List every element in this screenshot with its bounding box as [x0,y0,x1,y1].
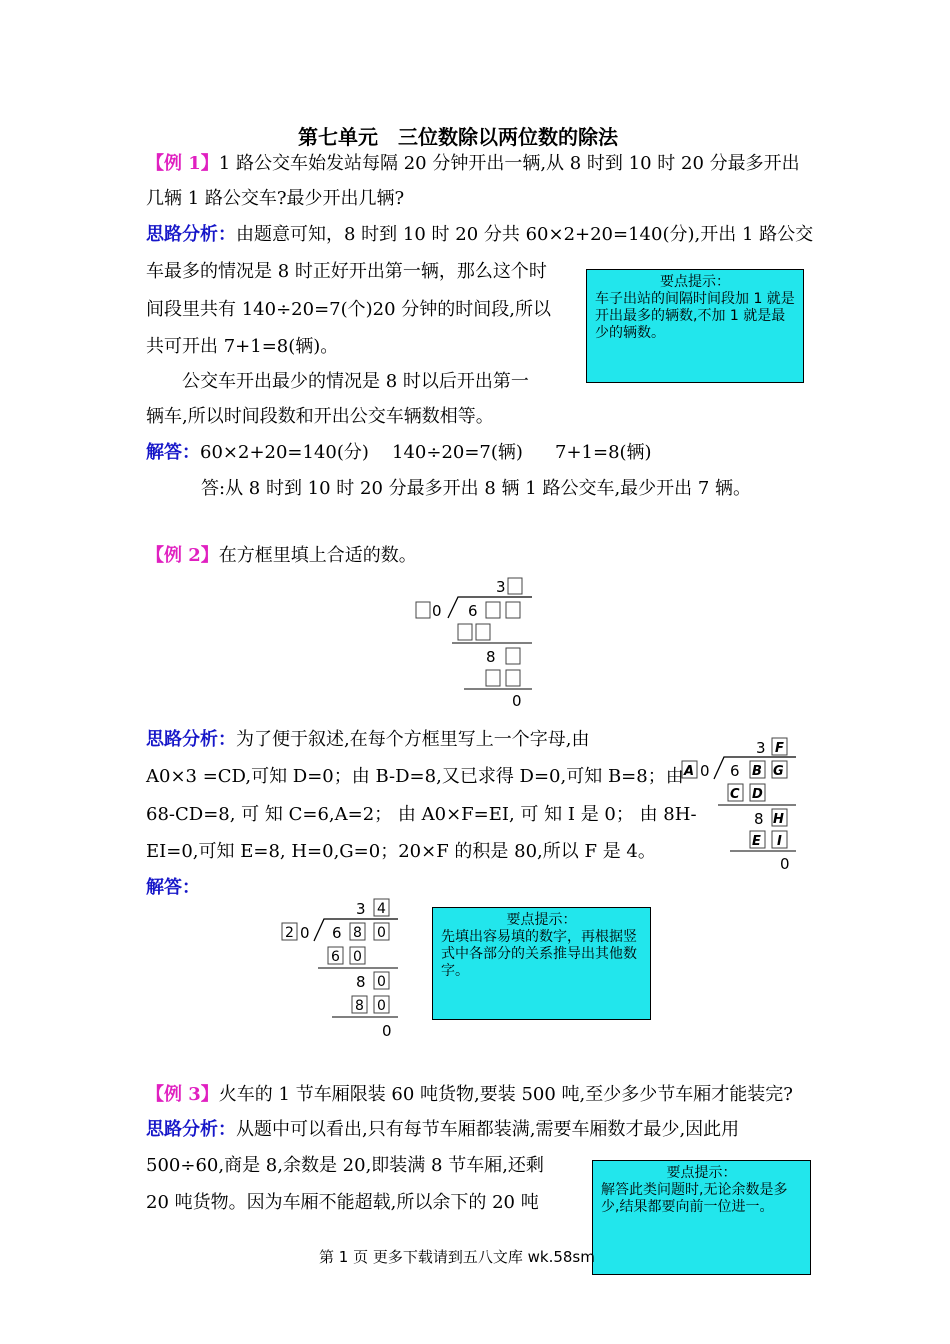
ex3-analysis-line-2: 500÷60,商是 8,余数是 20,即装满 8 节车厢,还剩 [146,1155,544,1176]
ex1-analysis-line-5: 公交车开出最少的情况是 8 时以后开出第一 [182,371,529,392]
letter-B: B [752,764,762,779]
ex2-puzzle-diagram [410,572,540,712]
ex1-a1: 由题意可知，8 时到 10 时 20 分共 60×2+20=140(分),开出 1 路公交 [236,224,814,245]
ex1-ans2: 140÷20=7(辆) [392,442,523,463]
letter-H: H [773,812,784,827]
ex2-analysis-label: 思路分析： [146,729,236,750]
blank-box [506,670,520,686]
solved-dividend-3: 0 [377,925,386,941]
ex3-question: 火车的 1 节车厢限装 60 吨货物,要装 500 吨,至少多少节车厢才能装完? [218,1084,793,1105]
ex2-analysis-line-2: A0×3 =CD,可知 D=0；由 B-D=8,又已求得 D=0,可知 B=8；由 [146,766,684,787]
letter-E: E [752,834,761,849]
puzzle-final-remainder: 0 [512,692,522,710]
letter-A: A [684,764,695,779]
blank-box [506,602,520,618]
ex1-tip-title: 要点提示： [660,274,730,290]
ex1-tip-box [586,269,804,383]
letter-D: D [752,787,763,802]
blank-box [486,602,500,618]
ex1-question-line-2: 几辆 1 路公交车?最少开出几辆? [146,188,405,209]
ex1-question-line-1 [146,151,800,177]
puzzle-remainder-digit: 8 [486,648,496,666]
ex1-analysis-label: 思路分析： [146,224,236,245]
blank-box [458,624,472,640]
ex2-tip-box [432,907,651,1020]
ex2-label: 【例 2】 [146,545,219,566]
puzzle-quotient-digit: 3 [496,578,506,596]
ex2-analysis-line-4: EI=0,可知 E=8, H=0,G=0；20×F 的积是 80,所以 F 是 4。 [146,841,656,862]
ex2-answer-label-line [146,875,200,901]
ex2-answer-label: 解答： [146,877,200,898]
ex1-analysis-line-4: 共可开出 7+1=8(辆)。 [146,336,339,357]
solved-product-2: 0 [353,949,362,965]
blank-box [486,670,500,686]
ex3-tip-title: 要点提示： [666,1165,737,1181]
ex3-analysis-label: 思路分析： [146,1119,236,1140]
blank-box [476,624,490,640]
letter-F: F [775,741,784,756]
division-bracket [448,597,532,618]
letter-divisor-digit: 0 [700,762,710,780]
ex1-q1: 1 路公交车始发站每隔 20 分钟开出一辆,从 8 时到 10 时 20 分最多开出 [218,153,800,174]
ex2-solved-diagram [276,893,406,1043]
solved-final-remainder: 0 [382,1022,392,1040]
solved-product-3: 8 [355,998,364,1014]
ex1-answer-label: 解答： [146,442,200,463]
solved-quotient-1: 3 [356,900,366,918]
solved-divisor-0: 0 [300,924,310,942]
ex3-question-line [146,1082,793,1108]
solved-dividend-2: 8 [353,925,362,941]
ex3-a1: 从题中可以看出,只有每节车厢都装满,需要车厢数才最少,因此用 [236,1119,740,1140]
ex2-question-line [146,543,417,569]
ex2-a1: 为了便于叙述,在每个方框里写上一个字母,由 [236,729,590,750]
blank-box [416,602,430,618]
letter-I: I [777,834,782,849]
ex3-label: 【例 3】 [146,1084,219,1105]
letter-quotient-digit: 3 [756,739,766,757]
ex1-tip-body: 车子出站的间隔时间段加 1 就是开出最多的辆数,不加 1 就是最少的辆数。 [595,291,795,341]
ex1-final-answer: 答:从 8 时到 10 时 20 分最多开出 8 辆 1 路公交车,最少开出 7 辆。 [201,478,752,499]
ex2-tip-body: 先填出容易填的数字，再根据竖式中各部分的关系推导出其他数字。 [441,929,637,979]
letter-final-remainder: 0 [780,855,790,873]
solved-quotient-2: 4 [377,901,386,917]
ex2-analysis-line-1 [146,727,589,753]
letter-remainder-digit: 8 [754,810,764,828]
page-title: 第七单元 三位数除以两位数的除法 [298,125,618,149]
solved-divisor-1: 2 [285,925,294,941]
ex2-question: 在方框里填上合适的数。 [218,545,417,566]
ex1-ans3: 7+1=8(辆) [555,442,652,463]
letter-C: C [730,787,740,802]
blank-box [506,648,520,664]
ex1-label: 【例 1】 [146,153,219,174]
letter-dividend-digit: 6 [730,762,740,780]
ex1-analysis-line-2: 车最多的情况是 8 时正好开出第一辆，那么这个时 [146,261,547,282]
ex1-analysis-line-3: 间段里共有 140÷20=7(个)20 分钟的时间段,所以 [146,299,551,320]
ex3-analysis-line-3: 20 吨货物。因为车厢不能超载,所以余下的 20 吨 [146,1192,539,1213]
letter-G: G [773,764,784,779]
ex1-answer-line [146,440,369,466]
solved-remainder-1: 8 [356,973,366,991]
ex3-analysis-line-1 [146,1117,739,1143]
solved-product-4: 0 [377,998,386,1014]
ex2-tip-title: 要点提示： [506,912,577,928]
solved-remainder-2: 0 [377,974,386,990]
ex1-ans1: 60×2+20=140(分) [200,442,369,463]
ex3-tip-body: 解答此类问题时,无论余数是多少,结果都要向前一位进一。 [601,1182,788,1215]
ex2-analysis-line-3: 68-CD=8, 可 知 C=6,A=2； 由 A0×F=EI, 可 知 I 是 0； 由 8H- [146,804,697,825]
ex3-tip-box [592,1160,811,1275]
ex2-lettered-diagram [676,732,802,874]
blank-box [508,578,522,594]
solved-product-1: 6 [331,949,340,965]
solved-dividend-1: 6 [332,924,342,942]
puzzle-divisor-digit: 0 [432,602,442,620]
ex1-analysis-line-1 [146,222,813,248]
puzzle-dividend-digit: 6 [468,602,478,620]
page-footer: 第 1 页 更多下载请到五八文库 wk.58sm [319,1248,595,1266]
ex1-analysis-line-6: 辆车,所以时间段数和开出公交车辆数相等。 [146,406,494,427]
